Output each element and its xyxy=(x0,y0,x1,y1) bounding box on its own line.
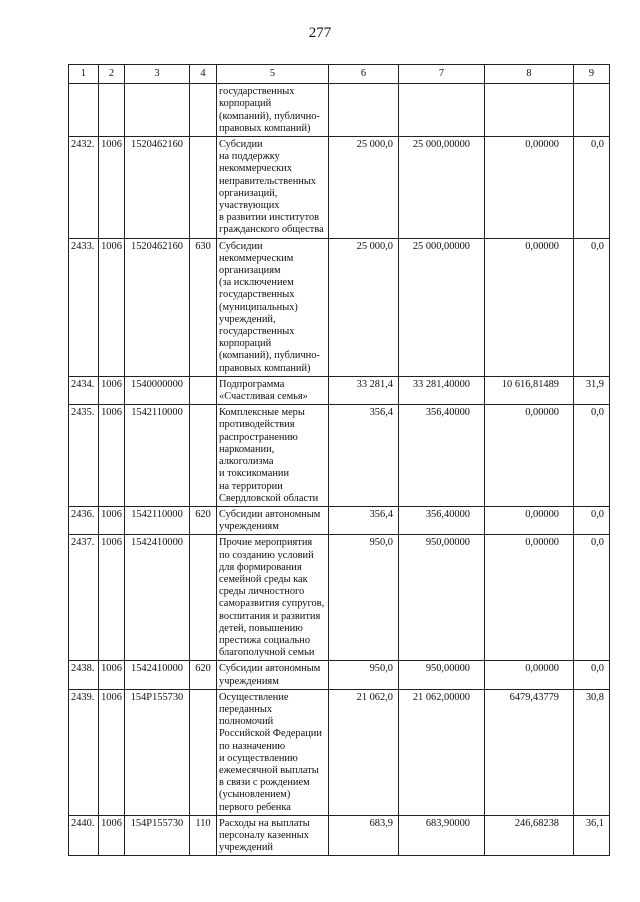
header-cell: 5 xyxy=(217,65,329,84)
section-code xyxy=(99,84,125,137)
approved-amount: 356,40000 xyxy=(399,506,485,534)
approved-amount: 33 281,40000 xyxy=(399,376,485,404)
item-name: Субсидии некоммерческим организациям (за исключением государственных (муниципальных) учреждений, государственных корпораций (компаний), публично- правовых компаний) xyxy=(217,238,329,376)
row-number: 2435. xyxy=(69,405,99,507)
planned-amount: 25 000,0 xyxy=(329,137,399,239)
row-number: 2437. xyxy=(69,535,99,661)
item-name: Подпрограмма «Счастливая семья» xyxy=(217,376,329,404)
planned-amount: 25 000,0 xyxy=(329,238,399,376)
expense-type xyxy=(190,376,217,404)
section-code: 1006 xyxy=(99,506,125,534)
planned-amount: 33 281,4 xyxy=(329,376,399,404)
expense-type xyxy=(190,535,217,661)
page-number: 277 xyxy=(308,25,332,41)
expense-type xyxy=(190,689,217,815)
header-cell: 4 xyxy=(190,65,217,84)
header-cell: 8 xyxy=(485,65,574,84)
table-row xyxy=(69,376,610,404)
header-row xyxy=(69,65,610,84)
expense-type xyxy=(190,84,217,137)
target-code xyxy=(125,84,190,137)
executed-amount xyxy=(485,84,574,137)
approved-amount: 950,00000 xyxy=(399,661,485,689)
section-code: 1006 xyxy=(99,661,125,689)
item-name: Прочие мероприятия по созданию условий для формирования семейной среды как среды личностного саморазвития супругов, воспитания и развития детей, повышению престижа социально благополучной семьи xyxy=(217,535,329,661)
execution-percent: 0,0 xyxy=(574,405,610,507)
header-cell: 6 xyxy=(329,65,399,84)
execution-percent: 0,0 xyxy=(574,137,610,239)
executed-amount: 0,00000 xyxy=(485,137,574,239)
planned-amount: 356,4 xyxy=(329,405,399,507)
expense-type xyxy=(190,405,217,507)
approved-amount xyxy=(399,84,485,137)
row-number: 2438. xyxy=(69,661,99,689)
target-code: 1542410000 xyxy=(125,535,190,661)
expense-type xyxy=(190,137,217,239)
target-code: 1542110000 xyxy=(125,405,190,507)
executed-amount: 246,68238 xyxy=(485,815,574,856)
header-cell: 1 xyxy=(69,65,99,84)
expense-type: 110 xyxy=(190,815,217,856)
execution-percent: 0,0 xyxy=(574,661,610,689)
target-code: 154P155730 xyxy=(125,689,190,815)
row-number: 2436. xyxy=(69,506,99,534)
table-row xyxy=(69,84,610,137)
item-name: Комплексные меры противодействия распространению наркомании, алкоголизма и токсикомании на территории Свердловской области xyxy=(217,405,329,507)
approved-amount: 25 000,00000 xyxy=(399,238,485,376)
section-code: 1006 xyxy=(99,405,125,507)
executed-amount: 0,00000 xyxy=(485,661,574,689)
table-row xyxy=(69,137,610,239)
expense-type: 620 xyxy=(190,661,217,689)
section-code: 1006 xyxy=(99,815,125,856)
target-code: 1520462160 xyxy=(125,137,190,239)
item-name: Осуществление переданных полномочий Российской Федерации по назначению и осуществлению ежемесячной выплаты в связи с рождением (усыновлением) первого ребенка xyxy=(217,689,329,815)
approved-amount: 356,40000 xyxy=(399,405,485,507)
approved-amount: 25 000,00000 xyxy=(399,137,485,239)
section-code: 1006 xyxy=(99,376,125,404)
table-row xyxy=(69,535,610,661)
target-code: 1542410000 xyxy=(125,661,190,689)
executed-amount: 0,00000 xyxy=(485,506,574,534)
expense-type: 620 xyxy=(190,506,217,534)
header-cell: 9 xyxy=(574,65,610,84)
header-cell: 2 xyxy=(99,65,125,84)
executed-amount: 0,00000 xyxy=(485,405,574,507)
row-number: 2439. xyxy=(69,689,99,815)
table-row xyxy=(69,405,610,507)
planned-amount: 950,0 xyxy=(329,661,399,689)
executed-amount: 10 616,81489 xyxy=(485,376,574,404)
planned-amount: 683,9 xyxy=(329,815,399,856)
approved-amount: 683,90000 xyxy=(399,815,485,856)
target-code: 1520462160 xyxy=(125,238,190,376)
row-number: 2434. xyxy=(69,376,99,404)
approved-amount: 21 062,00000 xyxy=(399,689,485,815)
table-row xyxy=(69,238,610,376)
item-name: Субсидии на поддержку некоммерческих неправительственных организаций, участвующих в развитии институтов гражданского общества xyxy=(217,137,329,239)
execution-percent: 36,1 xyxy=(574,815,610,856)
target-code: 154P155730 xyxy=(125,815,190,856)
header-cell: 7 xyxy=(399,65,485,84)
planned-amount xyxy=(329,84,399,137)
budget-table xyxy=(68,64,610,856)
execution-percent: 31,9 xyxy=(574,376,610,404)
item-name: государственных корпораций (компаний), публично- правовых компаний) xyxy=(217,84,329,137)
item-name: Расходы на выплаты персоналу казенных учреждений xyxy=(217,815,329,856)
expense-type: 630 xyxy=(190,238,217,376)
target-code: 1542110000 xyxy=(125,506,190,534)
target-code: 1540000000 xyxy=(125,376,190,404)
section-code: 1006 xyxy=(99,535,125,661)
section-code: 1006 xyxy=(99,238,125,376)
execution-percent: 0,0 xyxy=(574,535,610,661)
planned-amount: 21 062,0 xyxy=(329,689,399,815)
execution-percent: 30,8 xyxy=(574,689,610,815)
approved-amount: 950,00000 xyxy=(399,535,485,661)
execution-percent: 0,0 xyxy=(574,238,610,376)
row-number: 2433. xyxy=(69,238,99,376)
planned-amount: 356,4 xyxy=(329,506,399,534)
item-name: Субсидии автономным учреждениям xyxy=(217,661,329,689)
executed-amount: 0,00000 xyxy=(485,535,574,661)
table-row xyxy=(69,815,610,856)
executed-amount: 6479,43779 xyxy=(485,689,574,815)
table-row xyxy=(69,689,610,815)
item-name: Субсидии автономным учреждениям xyxy=(217,506,329,534)
table-row xyxy=(69,506,610,534)
section-code: 1006 xyxy=(99,689,125,815)
planned-amount: 950,0 xyxy=(329,535,399,661)
execution-percent xyxy=(574,84,610,137)
section-code: 1006 xyxy=(99,137,125,239)
executed-amount: 0,00000 xyxy=(485,238,574,376)
row-number xyxy=(69,84,99,137)
row-number: 2432. xyxy=(69,137,99,239)
row-number: 2440. xyxy=(69,815,99,856)
header-cell: 3 xyxy=(125,65,190,84)
execution-percent: 0,0 xyxy=(574,506,610,534)
table-row xyxy=(69,661,610,689)
